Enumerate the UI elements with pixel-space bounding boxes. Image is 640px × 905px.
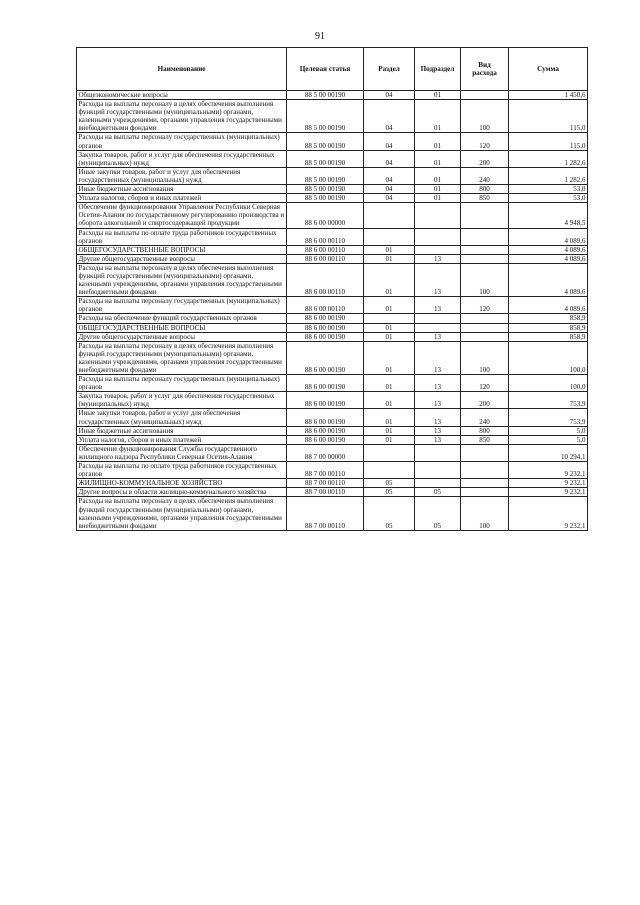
- row-name: Уплата налогов, сборов и иных платежей: [77, 194, 287, 203]
- row-subsection: 13: [415, 435, 461, 444]
- row-expense-type: 800: [461, 185, 509, 194]
- row-sum: 858,9: [509, 314, 588, 323]
- row-name: Иные закупки товаров, работ и услуг для обеспечения государственных (муниципальных) нужд: [77, 167, 287, 184]
- row-sum: 753,9: [509, 392, 588, 409]
- row-name: Расходы на выплаты персоналу государственных (муниципальных) органов: [77, 297, 287, 314]
- header-subsection: Подраздел: [415, 48, 461, 91]
- row-expense-type: [461, 314, 509, 323]
- row-name: Расходы на выплаты персоналу в целях обеспечения выполнения функций государственными (муниципальными) органами, казенными учреждениями, органами управления государственными внебюджетными фондами: [77, 100, 287, 133]
- row-target: 88 6 00 00190: [287, 323, 364, 332]
- row-subsection: [415, 314, 461, 323]
- row-target: 88 6 00 00190: [287, 426, 364, 435]
- row-expense-type: 100: [461, 100, 509, 133]
- row-target: 88 6 00 00190: [287, 392, 364, 409]
- row-subsection: [415, 479, 461, 488]
- row-name: Другие общегосударственные вопросы: [77, 254, 287, 263]
- row-section: 01: [364, 341, 415, 374]
- row-expense-type: 850: [461, 435, 509, 444]
- row-target: 88 6 00 00110: [287, 297, 364, 314]
- row-subsection: 13: [415, 409, 461, 426]
- row-name: Обеспечение функционирования Службы государственного жилищного надзора Республики Северная Осетия-Алания: [77, 444, 287, 461]
- table-body: [77, 91, 588, 531]
- row-section: 01: [364, 409, 415, 426]
- table-row: [77, 462, 588, 479]
- row-sum: 100,0: [509, 341, 588, 374]
- row-expense-type: 120: [461, 133, 509, 150]
- row-subsection: 13: [415, 375, 461, 392]
- row-expense-type: [461, 488, 509, 497]
- header-expense-type-label: Вид расхода: [472, 60, 497, 77]
- row-sum: 4 948,5: [509, 203, 588, 228]
- table-row: [77, 314, 588, 323]
- table-row: [77, 488, 588, 497]
- row-section: 01: [364, 323, 415, 332]
- row-expense-type: 200: [461, 150, 509, 167]
- row-expense-type: 120: [461, 297, 509, 314]
- row-sum: 9 232,1: [509, 462, 588, 479]
- row-expense-type: 100: [461, 341, 509, 374]
- row-subsection: [415, 203, 461, 228]
- row-expense-type: 100: [461, 497, 509, 530]
- row-target: 88 5 00 00190: [287, 150, 364, 167]
- row-target: 88 6 00 00110: [287, 254, 364, 263]
- row-name: Другие общегосударственные вопросы: [77, 332, 287, 341]
- header-name: Наименование: [77, 48, 287, 91]
- row-subsection: 13: [415, 254, 461, 263]
- row-name: Расходы на выплаты персоналу государственных (муниципальных) органов: [77, 133, 287, 150]
- row-section: 01: [364, 263, 415, 296]
- row-section: [364, 462, 415, 479]
- table-row: [77, 150, 588, 167]
- row-sum: 4 089,6: [509, 297, 588, 314]
- row-target: 88 6 00 00110: [287, 263, 364, 296]
- row-target: 88 6 00 00190: [287, 375, 364, 392]
- row-section: [364, 228, 415, 245]
- row-section: 01: [364, 392, 415, 409]
- row-sum: 115,0: [509, 133, 588, 150]
- row-section: [364, 444, 415, 461]
- row-subsection: 13: [415, 297, 461, 314]
- row-section: 04: [364, 167, 415, 184]
- header-section: Раздел: [364, 48, 415, 91]
- table-row: [77, 426, 588, 435]
- row-subsection: [415, 323, 461, 332]
- table-row: [77, 332, 588, 341]
- row-target: 88 5 00 00190: [287, 100, 364, 133]
- row-name: Расходы на выплаты по оплате труда работников государственных органов: [77, 228, 287, 245]
- row-subsection: [415, 228, 461, 245]
- row-section: 04: [364, 150, 415, 167]
- row-name: ОБЩЕГОСУДАРСТВЕННЫЕ ВОПРОСЫ: [77, 323, 287, 332]
- row-name: Закупка товаров, работ и услуг для обеспечения государственных (муниципальных) нужд: [77, 392, 287, 409]
- row-name: ЖИЛИЩНО-КОММУНАЛЬНОЕ ХОЗЯЙСТВО: [77, 479, 287, 488]
- table-row: [77, 228, 588, 245]
- row-subsection: 01: [415, 150, 461, 167]
- table-row: [77, 185, 588, 194]
- row-section: [364, 314, 415, 323]
- row-target: 88 7 00 00000: [287, 444, 364, 461]
- row-subsection: [415, 245, 461, 254]
- row-expense-type: 200: [461, 392, 509, 409]
- row-sum: 53,0: [509, 185, 588, 194]
- row-section: 04: [364, 185, 415, 194]
- header-row: [77, 48, 588, 91]
- row-expense-type: [461, 462, 509, 479]
- row-name: Другие вопросы в области жилищно-коммунального хозяйства: [77, 488, 287, 497]
- row-sum: 4 089,6: [509, 263, 588, 296]
- budget-table: [76, 47, 588, 531]
- table-row: [77, 392, 588, 409]
- table-row: [77, 245, 588, 254]
- table-row: [77, 341, 588, 374]
- row-section: [364, 203, 415, 228]
- row-subsection: 13: [415, 426, 461, 435]
- row-sum: 9 232,1: [509, 488, 588, 497]
- row-subsection: [415, 462, 461, 479]
- row-subsection: 05: [415, 488, 461, 497]
- table-row: [77, 91, 588, 100]
- row-name: ОБЩЕГОСУДАРСТВЕННЫЕ ВОПРОСЫ: [77, 245, 287, 254]
- row-subsection: 13: [415, 341, 461, 374]
- row-subsection: [415, 444, 461, 461]
- row-section: 04: [364, 100, 415, 133]
- row-section: 04: [364, 91, 415, 100]
- row-expense-type: 240: [461, 167, 509, 184]
- row-target: 88 6 00 00000: [287, 203, 364, 228]
- row-expense-type: [461, 323, 509, 332]
- row-expense-type: 850: [461, 194, 509, 203]
- row-target: 88 7 00 00110: [287, 497, 364, 530]
- table-row: [77, 497, 588, 530]
- row-expense-type: 120: [461, 375, 509, 392]
- row-name: Общеэкономические вопросы: [77, 91, 287, 100]
- row-target: 88 5 00 00190: [287, 133, 364, 150]
- row-section: 05: [364, 488, 415, 497]
- row-section: 05: [364, 497, 415, 530]
- row-sum: 5,0: [509, 435, 588, 444]
- table-row: [77, 263, 588, 296]
- row-name: Иные закупки товаров, работ и услуг для обеспечения государственных (муниципальных) нужд: [77, 409, 287, 426]
- row-subsection: 01: [415, 91, 461, 100]
- row-section: 04: [364, 194, 415, 203]
- row-target: 88 6 00 00110: [287, 245, 364, 254]
- row-target: 88 7 00 00110: [287, 462, 364, 479]
- table-row: [77, 409, 588, 426]
- row-sum: 1 282,6: [509, 167, 588, 184]
- row-sum: 1 450,6: [509, 91, 588, 100]
- row-target: 88 7 00 00110: [287, 479, 364, 488]
- row-section: 01: [364, 435, 415, 444]
- row-sum: 9 232,1: [509, 479, 588, 488]
- row-sum: 115,0: [509, 100, 588, 133]
- row-section: 01: [364, 426, 415, 435]
- row-expense-type: [461, 444, 509, 461]
- row-name: Расходы на выплаты персоналу государственных (муниципальных) органов: [77, 375, 287, 392]
- row-sum: 858,9: [509, 332, 588, 341]
- row-target: 88 5 00 00190: [287, 167, 364, 184]
- row-name: Расходы на выплаты по оплате труда работников государственных органов: [77, 462, 287, 479]
- row-sum: 100,0: [509, 375, 588, 392]
- row-section: 04: [364, 133, 415, 150]
- row-expense-type: [461, 91, 509, 100]
- row-subsection: 01: [415, 185, 461, 194]
- row-expense-type: [461, 245, 509, 254]
- header-sum: Сумма: [509, 48, 588, 91]
- row-subsection: 05: [415, 497, 461, 530]
- table-row: [77, 444, 588, 461]
- row-subsection: 13: [415, 392, 461, 409]
- table-row: [77, 167, 588, 184]
- row-target: 88 5 00 00190: [287, 194, 364, 203]
- row-subsection: 01: [415, 100, 461, 133]
- page-number: 91: [315, 31, 325, 42]
- table-header: [77, 48, 588, 91]
- row-subsection: 13: [415, 332, 461, 341]
- row-section: 01: [364, 254, 415, 263]
- row-name: Закупка товаров, работ и услуг для обеспечения государственных (муниципальных) нужд: [77, 150, 287, 167]
- row-name: Расходы на выплаты персоналу в целях обеспечения выполнения функций государственными (муниципальными) органами, казенными учреждениями, органами управления государственными внебюджетными фондами: [77, 341, 287, 374]
- row-expense-type: 100: [461, 263, 509, 296]
- row-name: Расходы на выплаты персоналу в целях обеспечения выполнения функций государственными (муниципальными) органами, казенными учреждениями, органами управления государственными внебюджетными фондами: [77, 497, 287, 530]
- row-sum: 1 282,6: [509, 150, 588, 167]
- header-target: Целевая статья: [287, 48, 364, 91]
- header-expense-type: [461, 48, 509, 91]
- row-name: Расходы на выплаты персоналу в целях обеспечения выполнения функций государственными (муниципальными) органами, казенными учреждениями, органами управления государственными внебюджетными фондами: [77, 263, 287, 296]
- row-sum: 4 089,6: [509, 254, 588, 263]
- row-sum: 5,0: [509, 426, 588, 435]
- row-name: Обеспечение функционирования Управления Республики Северная Осетия-Алания по государственному регулированию производства и оборота алкогольной и спиртосодержащей продукции: [77, 203, 287, 228]
- table-row: [77, 435, 588, 444]
- table-row: [77, 479, 588, 488]
- table-row: [77, 133, 588, 150]
- row-target: 88 6 00 00190: [287, 341, 364, 374]
- row-name: Расходы на обеспечение функций государственных органов: [77, 314, 287, 323]
- table-row: [77, 194, 588, 203]
- table-row: [77, 203, 588, 228]
- row-target: 88 6 00 00190: [287, 435, 364, 444]
- row-expense-type: 240: [461, 409, 509, 426]
- row-subsection: 13: [415, 263, 461, 296]
- row-expense-type: 800: [461, 426, 509, 435]
- row-section: 01: [364, 375, 415, 392]
- row-target: 88 6 00 00190: [287, 409, 364, 426]
- row-sum: 53,0: [509, 194, 588, 203]
- table-row: [77, 254, 588, 263]
- table-row: [77, 100, 588, 133]
- row-name: Иные бюджетные ассигнования: [77, 185, 287, 194]
- table-row: [77, 297, 588, 314]
- row-sum: 4 089,6: [509, 228, 588, 245]
- row-section: 01: [364, 332, 415, 341]
- row-section: 05: [364, 479, 415, 488]
- row-expense-type: [461, 479, 509, 488]
- row-target: 88 6 00 00190: [287, 332, 364, 341]
- row-sum: 9 232,1: [509, 497, 588, 530]
- row-target: 88 6 00 00110: [287, 228, 364, 245]
- row-target: 88 5 00 00190: [287, 91, 364, 100]
- row-expense-type: [461, 332, 509, 341]
- row-expense-type: [461, 203, 509, 228]
- row-name: Уплата налогов, сборов и иных платежей: [77, 435, 287, 444]
- row-sum: 10 294,1: [509, 444, 588, 461]
- row-target: 88 6 00 00190: [287, 314, 364, 323]
- row-expense-type: [461, 228, 509, 245]
- row-section: 01: [364, 245, 415, 254]
- row-expense-type: [461, 254, 509, 263]
- row-subsection: 01: [415, 167, 461, 184]
- row-target: 88 7 00 00110: [287, 488, 364, 497]
- row-name: Иные бюджетные ассигнования: [77, 426, 287, 435]
- table-row: [77, 375, 588, 392]
- row-target: 88 5 00 00190: [287, 185, 364, 194]
- table-row: [77, 323, 588, 332]
- row-section: 01: [364, 297, 415, 314]
- row-subsection: 01: [415, 133, 461, 150]
- row-sum: 858,9: [509, 323, 588, 332]
- row-subsection: 01: [415, 194, 461, 203]
- row-sum: 4 089,6: [509, 245, 588, 254]
- row-sum: 753,9: [509, 409, 588, 426]
